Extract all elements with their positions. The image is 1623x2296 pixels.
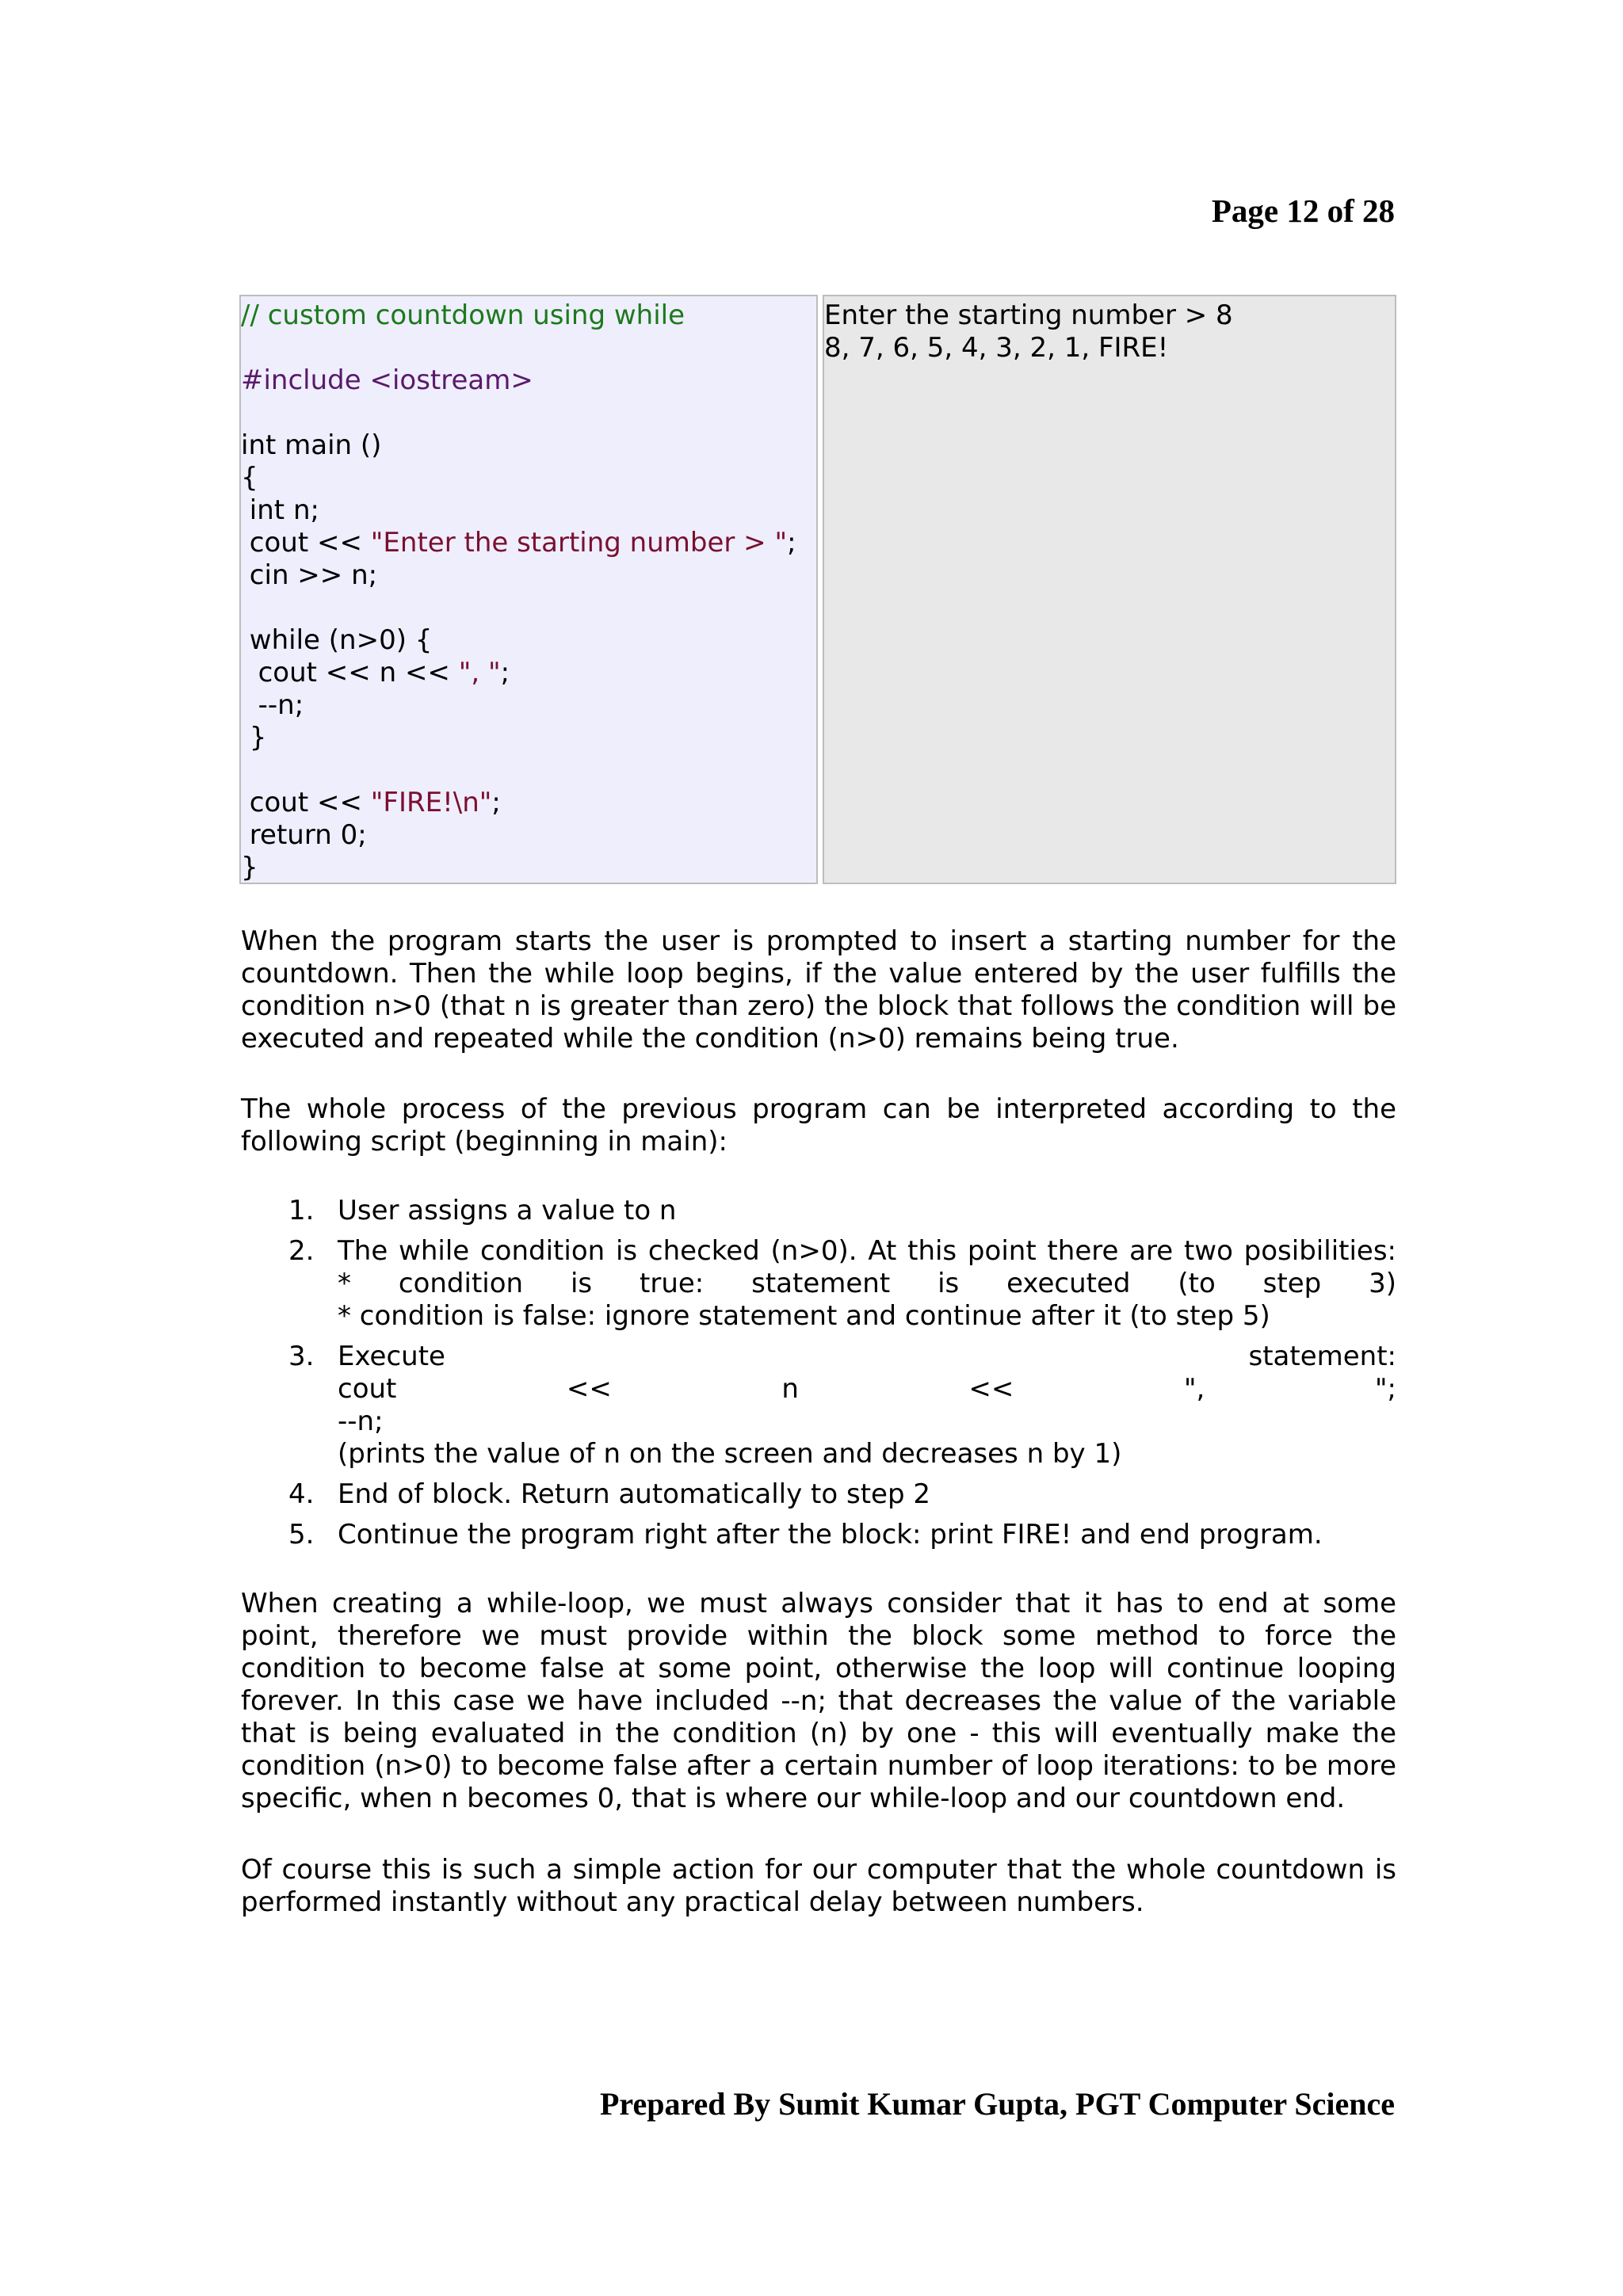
code-token: // custom countdown using while xyxy=(241,299,685,331)
code-line xyxy=(241,819,816,852)
page-number: Page 12 of 28 xyxy=(1211,193,1395,229)
code-token: ; xyxy=(500,657,510,688)
code-example-table xyxy=(239,295,1396,884)
step-text xyxy=(338,1341,1396,1373)
code-token: int main () xyxy=(241,429,382,461)
step-item xyxy=(241,1478,1396,1511)
code-line xyxy=(241,722,816,754)
code-token: } xyxy=(241,722,267,753)
code-token: --n; xyxy=(241,689,304,721)
paragraph-script-intro: The whole process of the previous program can be interpreted according to the following script (beginning in main): xyxy=(241,1093,1396,1158)
code-line xyxy=(241,332,816,364)
step-item xyxy=(241,1519,1396,1551)
step-text: User assigns a value to n xyxy=(338,1195,677,1226)
footer-credit: Prepared By Sumit Kumar Gupta, PGT Computer Science xyxy=(600,2086,1395,2122)
output-panel xyxy=(823,295,1396,884)
code-line xyxy=(241,787,816,819)
output-line: Enter the starting number > 8 xyxy=(824,299,1233,331)
step-word: << xyxy=(566,1373,612,1405)
paragraph-while-loop-ending: When creating a while-loop, we must always consider that it has to end at some point, therefore we must provide within the block some method to force the condition to become false at some point, otherwise the loop will continue looping forever. In this case we have included --n; that decreases the value of the variable that is being evaluated in the condition (n) by one - this will eventually make the condition (n>0) to become false after a certain number of loop iterations: to be more specific, when n becomes 0, that is where our while-loop and our countdown end. xyxy=(241,1588,1396,1814)
step-number: 3. xyxy=(288,1341,315,1372)
step-code-line xyxy=(338,1373,1396,1405)
code-token: ", " xyxy=(458,657,501,688)
step-text: --n; xyxy=(338,1405,384,1437)
code-line xyxy=(241,559,816,592)
step-word: << xyxy=(968,1373,1014,1405)
code-line xyxy=(241,592,816,624)
step-word: cout xyxy=(338,1373,397,1405)
code-token: while (n>0) { xyxy=(241,624,433,656)
step-number: 4. xyxy=(288,1478,315,1510)
code-line xyxy=(241,462,816,494)
code-line xyxy=(241,527,816,559)
step-number: 5. xyxy=(288,1519,315,1550)
code-token: "FIRE!\n" xyxy=(370,787,492,818)
step-item xyxy=(241,1341,1396,1470)
steps-list xyxy=(241,1195,1396,1559)
step-item xyxy=(241,1195,1396,1227)
step-item xyxy=(241,1235,1396,1333)
step-number: 1. xyxy=(288,1195,315,1226)
step-text: * condition is false: ignore statement and continue after it (to step 5) xyxy=(338,1300,1270,1332)
step-word: ", xyxy=(1183,1373,1205,1405)
code-line xyxy=(241,852,816,884)
code-token: cout << xyxy=(241,527,371,559)
code-line xyxy=(241,299,816,332)
code-line xyxy=(241,657,816,689)
code-line xyxy=(241,397,816,429)
code-line xyxy=(241,364,816,397)
code-token: int n; xyxy=(241,494,319,526)
step-word: Execute xyxy=(338,1341,445,1372)
code-line xyxy=(241,754,816,787)
code-token: } xyxy=(241,852,258,883)
step-word: n xyxy=(781,1373,799,1405)
code-token: cout << n << xyxy=(241,657,459,688)
code-line xyxy=(241,624,816,657)
code-token: #include <iostream> xyxy=(241,364,533,396)
code-line xyxy=(241,689,816,722)
output-line: 8, 7, 6, 5, 4, 3, 2, 1, FIRE! xyxy=(824,332,1169,364)
code-token: cin >> n; xyxy=(241,559,378,591)
code-token: { xyxy=(241,462,258,494)
step-word: statement: xyxy=(1248,1341,1396,1372)
step-number: 2. xyxy=(288,1235,315,1267)
paragraph-program-start: When the program starts the user is prompted to insert a starting number for the countdown. Then the while loop begins, if the value entered by the user fulfills the condition n>0 (that n is greater than zero) the block that follows the condition will be executed and repeated while the condition (n>0) remains being true. xyxy=(241,925,1396,1055)
step-text: (prints the value of n on the screen and decreases n by 1) xyxy=(338,1438,1122,1470)
step-text: The while condition is checked (n>0). At this point there are two posibilities: xyxy=(338,1235,1396,1267)
code-line xyxy=(241,429,816,462)
code-line xyxy=(241,494,816,527)
code-token: "Enter the starting number > " xyxy=(370,527,788,559)
code-panel xyxy=(239,295,818,884)
code-token: return 0; xyxy=(241,819,367,851)
step-word: "; xyxy=(1374,1373,1396,1405)
code-token: ; xyxy=(491,787,501,818)
step-text: Continue the program right after the block: print FIRE! and end program. xyxy=(338,1519,1323,1550)
step-text: * condition is true: statement is executed (to step 3) xyxy=(338,1268,1396,1299)
code-token: cout << xyxy=(241,787,371,818)
step-text: End of block. Return automatically to step 2 xyxy=(338,1478,930,1510)
paragraph-instant-countdown: Of course this is such a simple action for our computer that the whole countdown is performed instantly without any practical delay between numbers. xyxy=(241,1854,1396,1918)
code-token: ; xyxy=(787,527,796,559)
